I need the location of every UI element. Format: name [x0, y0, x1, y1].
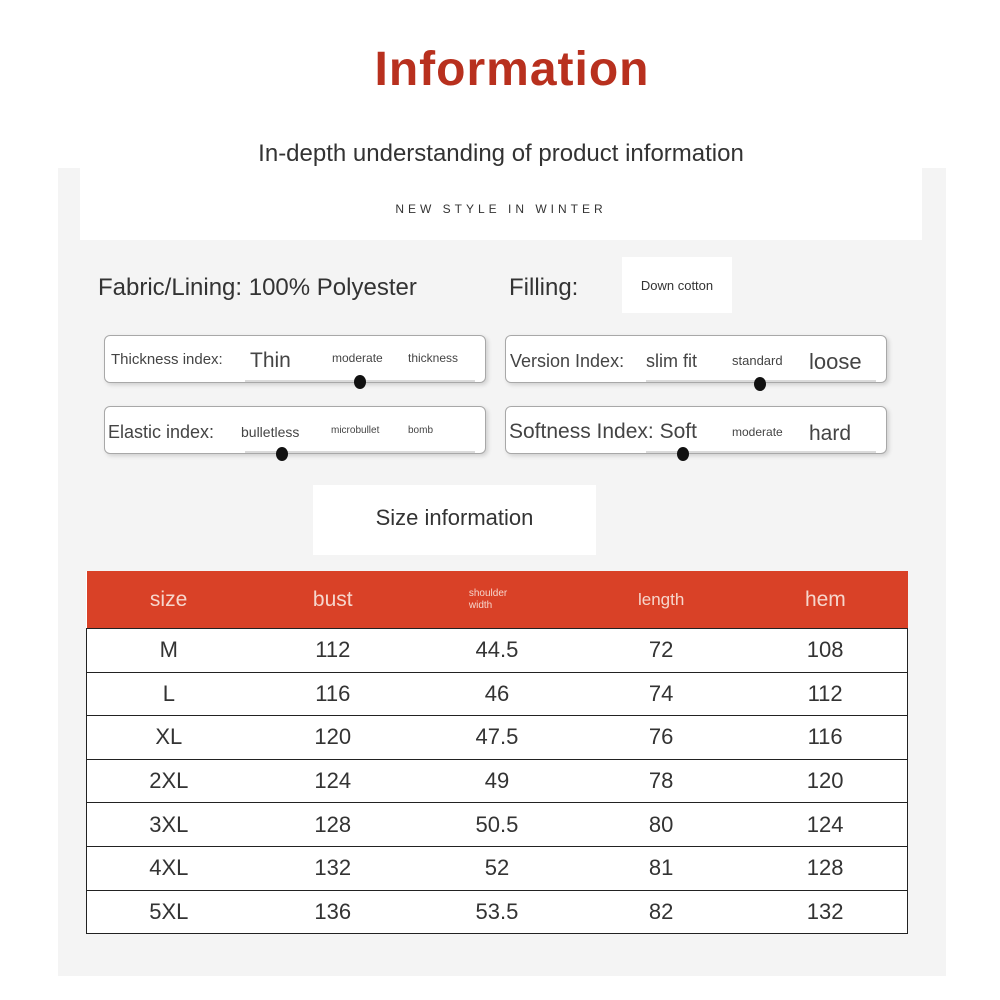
cell-shoulder-width: 53.5 [415, 890, 579, 934]
tagline: NEW STYLE IN WINTER [395, 202, 607, 216]
cell-shoulder-width: 50.5 [415, 803, 579, 847]
cell-size: 2XL [87, 759, 251, 803]
cell-hem: 132 [743, 890, 907, 934]
table-row [87, 846, 908, 890]
header-bust: bust [251, 571, 415, 629]
version-index-label: Version Index: [510, 351, 625, 371]
size-table [86, 571, 908, 934]
cell-hem: 108 [743, 629, 907, 673]
table-row [87, 716, 908, 760]
size-table-header [87, 571, 908, 629]
version-high-label: loose [809, 349, 862, 374]
elastic-high-label: bomb [408, 425, 434, 436]
cell-size: 4XL [87, 846, 251, 890]
fabric-label: Fabric/Lining: 100% Polyester [98, 274, 417, 301]
cell-length: 72 [579, 629, 743, 673]
header-length: length [579, 571, 743, 629]
cell-size: L [87, 672, 251, 716]
softness-index-box [505, 406, 887, 454]
cell-bust: 136 [251, 890, 415, 934]
intro-card [80, 122, 922, 240]
elastic-index-label: Elastic index: [108, 422, 215, 442]
header-shoulder-width: shoulder width [415, 571, 579, 629]
cell-length: 81 [579, 846, 743, 890]
cell-hem: 112 [743, 672, 907, 716]
filling-value: Down cotton [640, 278, 714, 293]
elastic-index-box [104, 406, 486, 454]
size-info-title: Size information [375, 505, 534, 530]
table-row [87, 672, 908, 716]
cell-length: 78 [579, 759, 743, 803]
table-row [87, 890, 908, 934]
softness-high-label: hard [809, 422, 852, 445]
table-row [87, 629, 908, 673]
cell-bust: 112 [251, 629, 415, 673]
cell-bust: 124 [251, 759, 415, 803]
cell-bust: 128 [251, 803, 415, 847]
softness-mid-label: moderate [732, 425, 783, 439]
version-low-label: slim fit [646, 351, 697, 371]
table-row [87, 803, 908, 847]
thickness-indicator [354, 375, 366, 389]
cell-size: M [87, 629, 251, 673]
cell-shoulder-width: 47.5 [415, 716, 579, 760]
cell-bust: 120 [251, 716, 415, 760]
cell-shoulder-width: 52 [415, 846, 579, 890]
softness-index-label: Softness Index: Soft [509, 420, 697, 443]
cell-length: 76 [579, 716, 743, 760]
cell-shoulder-width: 49 [415, 759, 579, 803]
cell-hem: 116 [743, 716, 907, 760]
size-info-box [313, 485, 596, 555]
cell-bust: 132 [251, 846, 415, 890]
cell-size: XL [87, 716, 251, 760]
header-hem: hem [743, 571, 907, 629]
cell-size: 3XL [87, 803, 251, 847]
cell-shoulder-width: 44.5 [415, 629, 579, 673]
thickness-index-label: Thickness index: [111, 351, 223, 368]
table-row [87, 759, 908, 803]
page-title: Information [374, 43, 650, 96]
thickness-index-box [104, 335, 486, 383]
elastic-indicator [276, 447, 288, 461]
header-size: size [87, 571, 251, 629]
cell-shoulder-width: 46 [415, 672, 579, 716]
page-subtitle: In-depth understanding of product information [258, 140, 744, 167]
cell-bust: 116 [251, 672, 415, 716]
filling-value-box [622, 257, 732, 313]
cell-size: 5XL [87, 890, 251, 934]
cell-hem: 128 [743, 846, 907, 890]
softness-indicator [677, 447, 689, 461]
elastic-low-label: bulletless [241, 424, 300, 440]
cell-length: 82 [579, 890, 743, 934]
version-index-box [505, 335, 887, 383]
elastic-mid-label: microbullet [331, 425, 380, 436]
cell-length: 80 [579, 803, 743, 847]
thickness-high-label: thickness [408, 351, 459, 365]
version-mid-label: standard [732, 353, 783, 368]
version-indicator [754, 377, 766, 391]
cell-hem: 120 [743, 759, 907, 803]
filling-label: Filling: [509, 274, 579, 301]
thickness-low-label: Thin [250, 349, 291, 372]
cell-hem: 124 [743, 803, 907, 847]
thickness-mid-label: moderate [332, 351, 383, 365]
cell-length: 74 [579, 672, 743, 716]
